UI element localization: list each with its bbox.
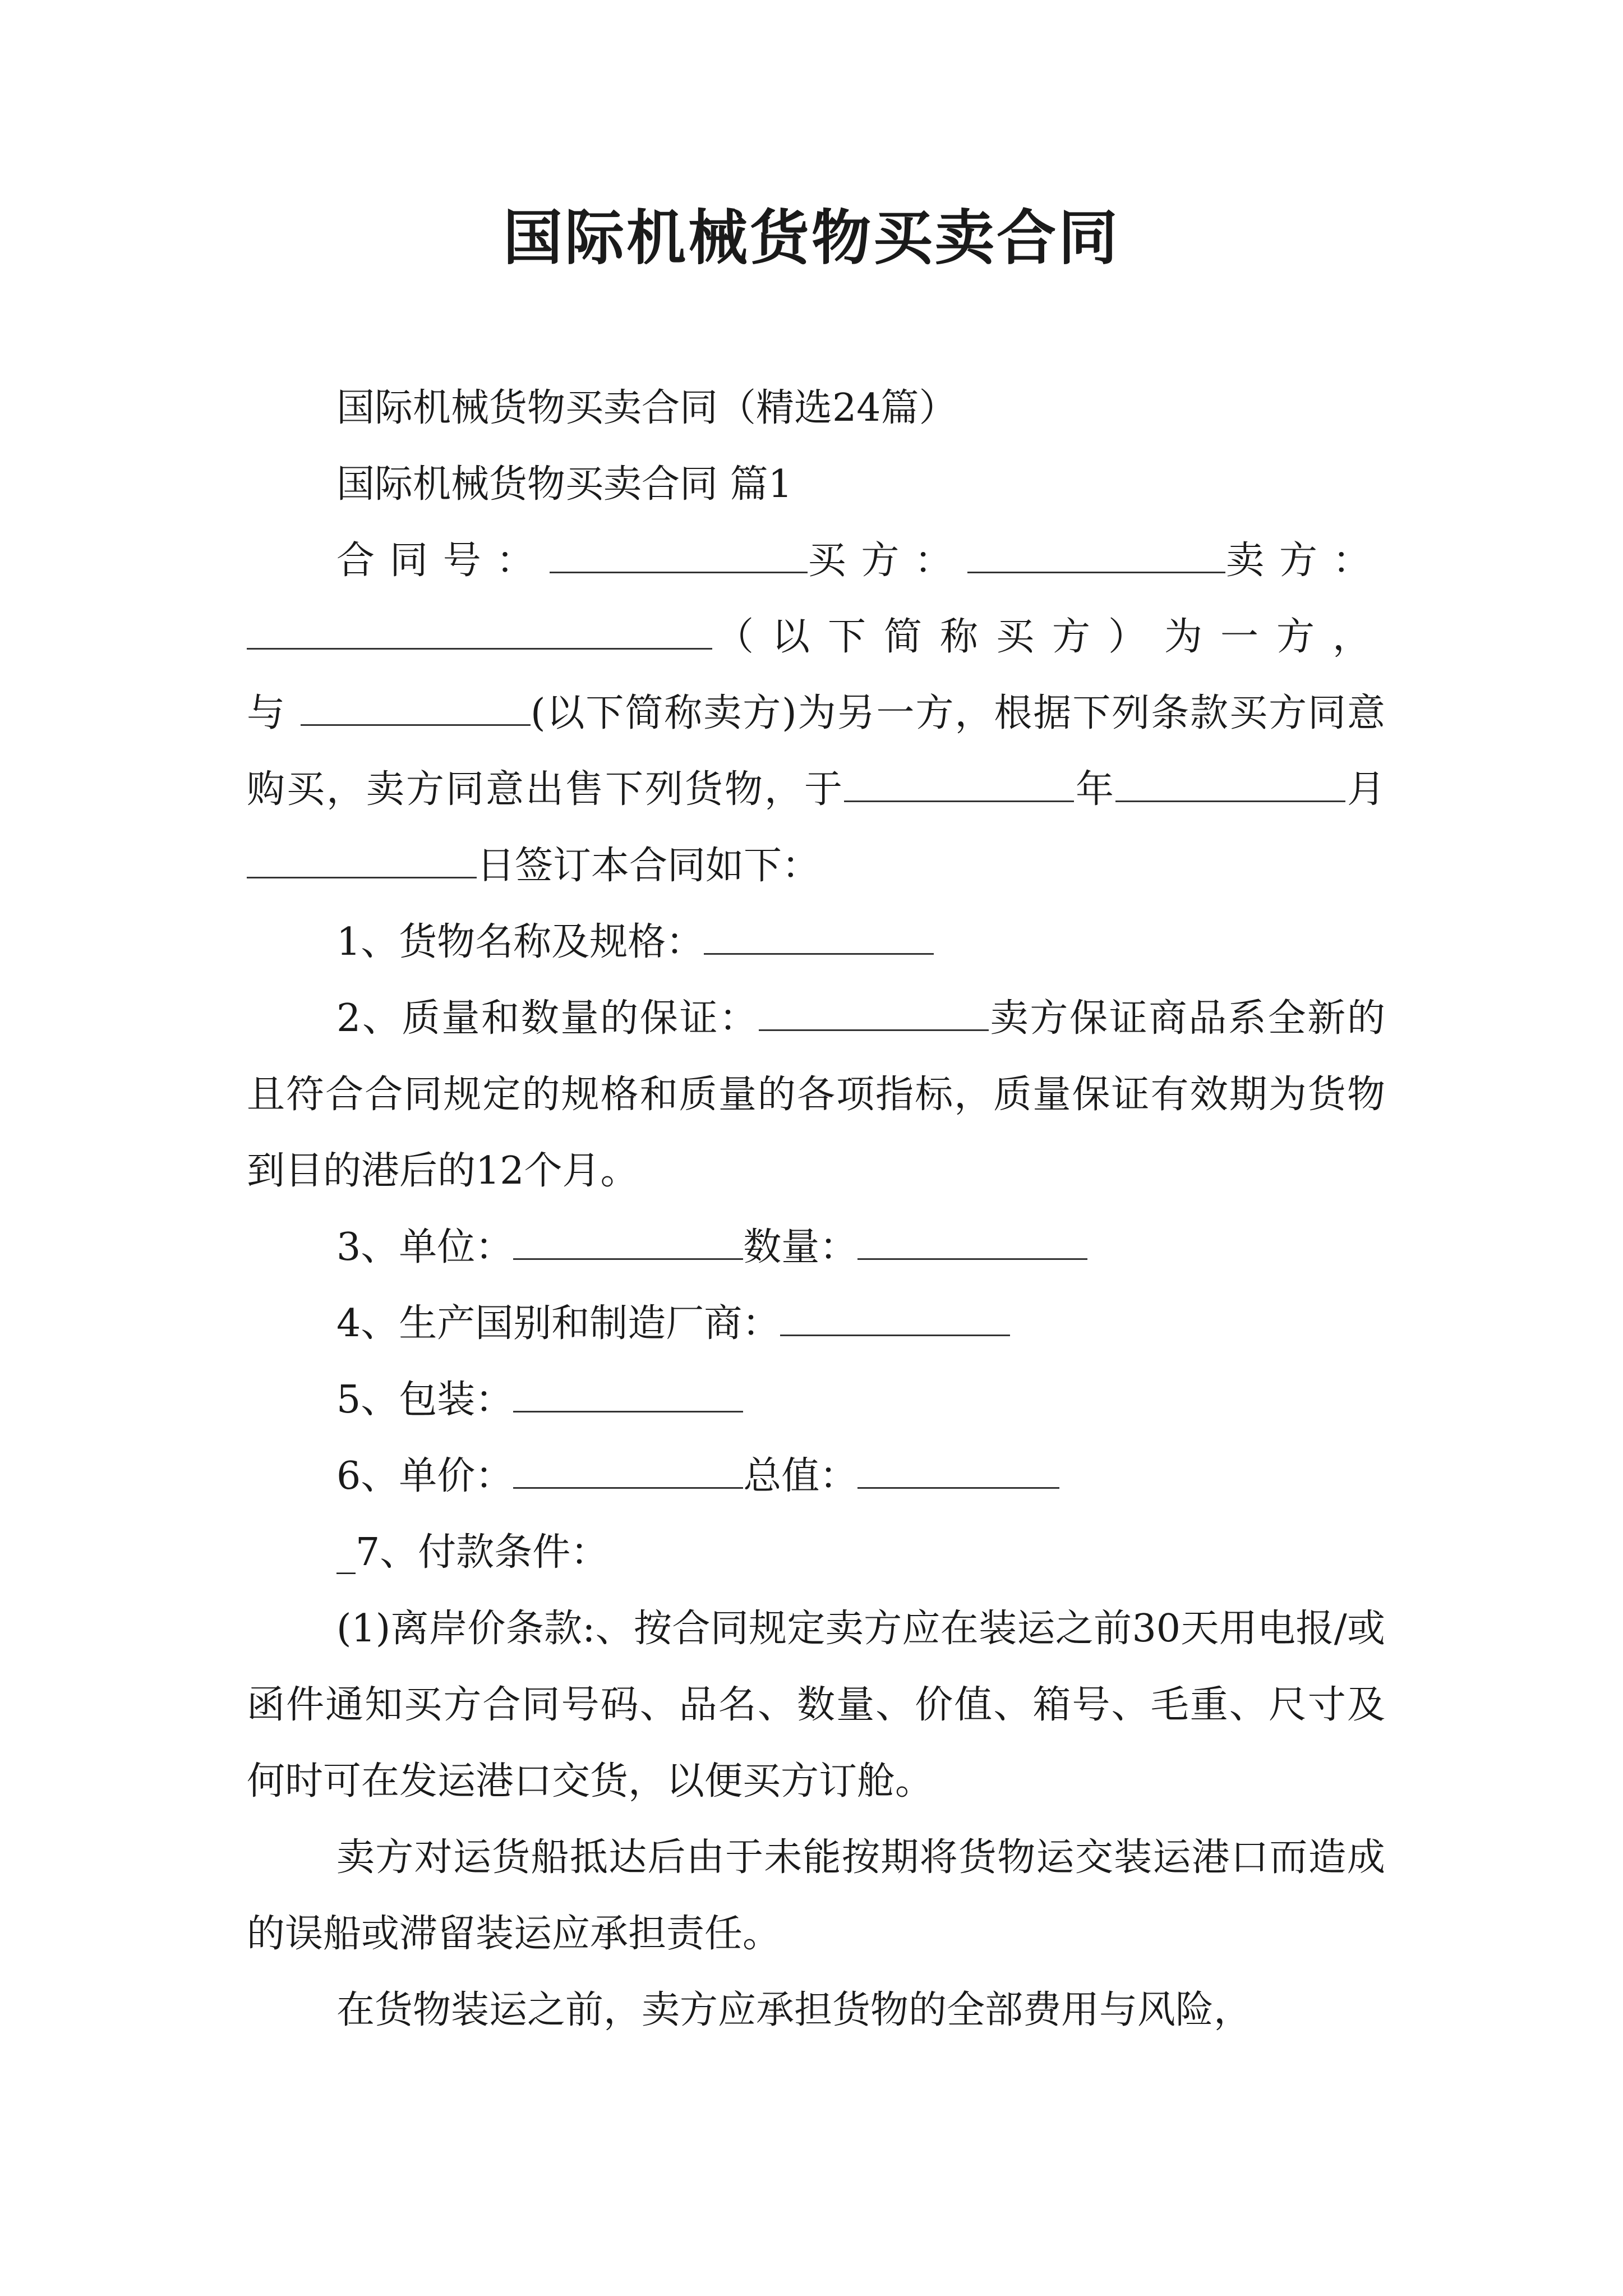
item-5-blank (513, 1381, 743, 1412)
parties-paragraph (247, 523, 1385, 904)
day-blank (247, 846, 477, 878)
paragraph-3-text: 在货物装运之前，卖方应承担货物的全部费用与风险， (336, 1988, 1252, 2032)
document-body (247, 370, 1385, 2049)
item-3-qty-label: 数量： (743, 1225, 858, 1269)
paragraph-3 (247, 1972, 1385, 2049)
section-heading-text: 国际机械货物买卖合同 篇1 (336, 462, 792, 507)
item-6-total-label: 总值： (743, 1454, 858, 1498)
item-1-blank (704, 923, 934, 955)
item-3-unit-label: 3、单位： (336, 1225, 514, 1269)
seller-blank (247, 618, 712, 650)
seller-label: 卖方： (1225, 539, 1385, 583)
item-6-price-blank (513, 1457, 743, 1489)
referred-buyer-text: （以下简称买方）为一方，与 (247, 615, 1385, 735)
paragraph-2-text: 卖方对运货船抵达后由于未能按期将货物运交装运港口而造成的误船或滞留装运应承担责任。 (247, 1835, 1385, 1956)
clause-1 (247, 1591, 1385, 1820)
item-2-text: 卖方保证商品系全新的且符合合同规定的规格和质量的各项指标，质量保证有效期为货物到目的港后的12个月。 (247, 996, 1385, 1193)
item-3-qty-blank (857, 1228, 1087, 1260)
contract-no-blank (550, 541, 808, 573)
year-blank (844, 770, 1074, 802)
contract-no-label: 合同号： (336, 539, 550, 583)
document-title: 国际机械货物买卖合同 (503, 204, 1120, 273)
item-4-blank (780, 1304, 1010, 1336)
month-label: 月 (1345, 767, 1385, 812)
buyer-label: 买方： (807, 539, 968, 583)
item-4 (247, 1286, 1385, 1362)
item-2-label: 2、质量和数量的保证： (336, 996, 759, 1041)
item-6-total-blank (857, 1457, 1059, 1489)
item-1 (247, 904, 1385, 981)
item-2 (247, 981, 1385, 1209)
paragraph-2 (247, 1820, 1385, 1972)
clause-1-text: (1)离岸价条款:、按合同规定卖方应在装运之前30天用电报/或函件通知买方合同号码、品名、数量、价值、箱号、毛重、尺寸及何时可在发运港口交货，以便买方订舱。 (247, 1607, 1385, 1803)
item-4-label: 4、生产国别和制造厂商： (336, 1301, 781, 1346)
item-7 (247, 1515, 1385, 1591)
section-heading (247, 447, 1385, 523)
month-blank (1115, 770, 1345, 802)
item-2-blank (759, 999, 989, 1031)
item-5-label: 5、包装： (336, 1378, 514, 1422)
item-3 (247, 1209, 1385, 1286)
second-party-blank (301, 694, 531, 726)
day-sign-text: 日签订本合同如下： (477, 844, 820, 888)
item-6-price-label: 6、单价： (336, 1454, 514, 1498)
item-3-unit-blank (513, 1228, 743, 1260)
item-5 (247, 1362, 1385, 1438)
item-7-label: _7、付款条件： (336, 1530, 609, 1575)
buyer-blank (967, 541, 1225, 573)
subtitle (247, 370, 1385, 447)
subtitle-text: 国际机械货物买卖合同（精选24篇） (336, 386, 957, 430)
item-6 (247, 1438, 1385, 1515)
year-label: 年 (1073, 767, 1115, 812)
item-1-label: 1、货物名称及规格： (336, 920, 704, 964)
referred-seller-text: (以下简称卖方)为另一方，根据下列条款买方同意购买，卖方同意出售下列货物，于 (247, 691, 1385, 812)
